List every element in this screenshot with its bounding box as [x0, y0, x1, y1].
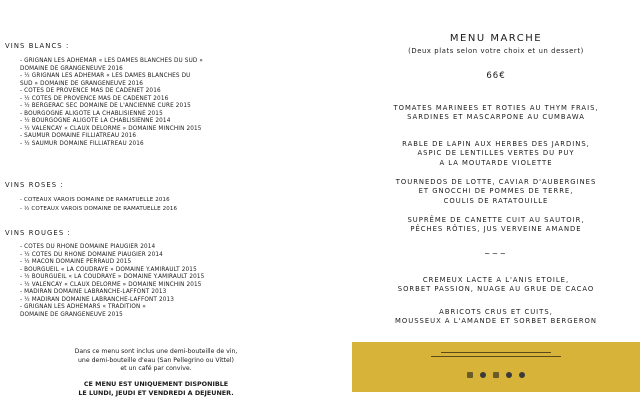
- partner-logos: [352, 364, 640, 383]
- course-separator: ~~~: [484, 250, 508, 258]
- wine-item: - BOURGUEIL « LA COUDRAYE » DOMAINE Y.AMIRAULT 2015: [20, 266, 197, 273]
- wine-item: - ½ VALENCAY « CLAUX DELORME » DOMAINE MINCHIN 2015: [20, 281, 202, 288]
- wine-item: - ½ COTEAUX VAROIS DOMAINE DE RAMATUELLE 2016: [20, 205, 178, 212]
- wine-item: - SAUMUR DOMAINE FILLIATREAU 2016: [20, 133, 137, 140]
- dish-line: RABLE DE LAPIN AUX HERBES DES JARDINS,: [402, 140, 590, 148]
- wine-item: - ½ BOURGUEIL « LA COUDRAYE » DOMAINE Y.AMIRAULT 2015: [20, 274, 205, 281]
- dish-line: TOMATES MARINEES ET ROTIES AU THYM FRAIS,: [393, 104, 599, 112]
- dish-item: [352, 104, 640, 123]
- dish-line: A LA MOUTARDE VIOLETTE: [439, 158, 553, 167]
- wine-item: - BOURGOGNE ALIGOTE LA CHABLISIENNE 2015: [20, 110, 163, 117]
- wine-item: - ½ BOURGOGNE ALIGOTE LA CHABLISIENNE 2014: [20, 118, 171, 125]
- seal-icon: [506, 372, 512, 378]
- contact-line: [431, 356, 561, 357]
- dish-item: [352, 216, 640, 235]
- rose-wines-list: [20, 196, 177, 213]
- availability-note: [26, 380, 286, 398]
- dish-line: ASPIC DE LENTILLES VERTES DU PUY: [417, 149, 575, 158]
- wine-item: - GRIGNAN LES ADHEMARS « TRADITION »: [20, 304, 147, 311]
- dessert-item: [352, 308, 640, 327]
- dessert-item: [352, 276, 640, 295]
- dish-line: TOURNEDOS DE LOTTE, CAVIAR D'AUBERGINES: [395, 178, 597, 186]
- wine-item: - MADIRAN DOMAINE LABRANCHE-LAFFONT 2013: [20, 289, 167, 296]
- note-line: une demi-bouteille d'eau (San Pellegrino ou Vittel): [78, 356, 234, 364]
- wine-item: - ½ MACON DOMAINE PERRAUD 2015: [20, 259, 132, 266]
- seal-icon: [480, 372, 486, 378]
- dish-item: [352, 178, 640, 206]
- rose-wines-heading: VINS ROSES :: [5, 181, 64, 189]
- wine-item: SUD » DOMAINE DE GRANGENEUVE 2016: [20, 80, 144, 87]
- menu-column: [352, 0, 640, 410]
- white-wines-heading: VINS BLANCS :: [5, 42, 70, 50]
- wine-item: - GRIGNAN LES ADHEMAR « LES DAMES BLANCHES DU SUD »: [20, 58, 203, 64]
- menu-subtitle: (Deux plats selon votre choix et un dessert): [408, 47, 584, 55]
- wine-item: - ½ COTES DE PROVENCE MAS DE CADENET 2016: [20, 95, 169, 102]
- white-wines-list: [20, 58, 203, 149]
- label-icon: [467, 372, 473, 378]
- menu-title: MENU MARCHE: [449, 33, 543, 44]
- red-wines-heading: VINS ROUGES :: [5, 229, 71, 237]
- contact-line: [441, 352, 551, 353]
- label-icon: [493, 372, 499, 378]
- red-wines-list: [20, 244, 204, 319]
- wine-item: DOMAINE DE GRANGENEUVE 2015: [20, 311, 123, 318]
- dessert-line: MOUSSEUX A L'AMANDE ET SORBET BERGERON: [395, 317, 597, 326]
- note-line: Dans ce menu sont inclus une demi-bouteille de vin,: [74, 348, 238, 355]
- availability-line: LE LUNDI, JEUDI ET VENDREDI A DEJEUNER.: [78, 389, 234, 397]
- dish-line: ET GNOCCHI DE POMMES DE TERRE,: [418, 187, 574, 196]
- dish-line: PÊCHES RÔTIES, JUS VERVEINE AMANDE: [410, 225, 582, 234]
- footer-band: [352, 342, 640, 392]
- dish-item: [352, 140, 640, 168]
- dessert-line: CREMEUX LACTE A L'ANIS ETOILE,: [422, 276, 570, 284]
- wine-item: - ½ GRIGNAN LES ADHEMAR « LES DAMES BLANCHES DU: [20, 73, 191, 80]
- wine-item: - ½ COTES DU RHONE DOMAINE PIAUGIER 2014: [20, 251, 163, 258]
- wine-item: - COTEAUX VAROIS DOMAINE DE RAMATUELLE 2016: [20, 197, 170, 203]
- dessert-line: SORBET PASSION, NUAGE AU GRUE DE CACAO: [397, 285, 595, 294]
- wine-item: - COTES DE PROVENCE MAS DE CADENET 2016: [20, 88, 161, 95]
- wine-item: - ½ BERGERAC SEC DOMAINE DE L'ANCIENNE CURE 2015: [20, 103, 191, 110]
- wine-item: - COTES DU RHONE DOMAINE PIAUGIER 2014: [20, 244, 156, 250]
- note-line: et un café par convive.: [120, 365, 192, 372]
- wine-item: - ½ SAUMUR DOMAINE FILLIATREAU 2016: [20, 141, 144, 148]
- inclusion-note: [26, 348, 286, 374]
- dessert-line: ABRICOTS CRUS ET CUITS,: [439, 308, 553, 316]
- wine-item: - ½ VALENCAY « CLAUX DELORME » DOMAINE MINCHIN 2015: [20, 125, 202, 132]
- dish-line: SUPRÊME DE CANETTE CUIT AU SAUTOIR,: [407, 216, 585, 224]
- availability-line: CE MENU EST UNIQUEMENT DISPONIBLE: [83, 380, 229, 388]
- menu-price: 66€: [486, 71, 506, 81]
- dish-line: SARDINES ET MASCARPONE AU CUMBAWA: [407, 113, 585, 122]
- wine-item: DOMAINE DE GRANGENEUVE 2016: [20, 65, 123, 72]
- restaurant-contact-block: [352, 352, 640, 357]
- wine-item: - ½ MADIRAN DOMAINE LABRANCHE-LAFFONT 2013: [20, 296, 175, 303]
- seal-icon: [519, 372, 525, 378]
- dish-line: COULIS DE RATATOUILLE: [443, 196, 549, 205]
